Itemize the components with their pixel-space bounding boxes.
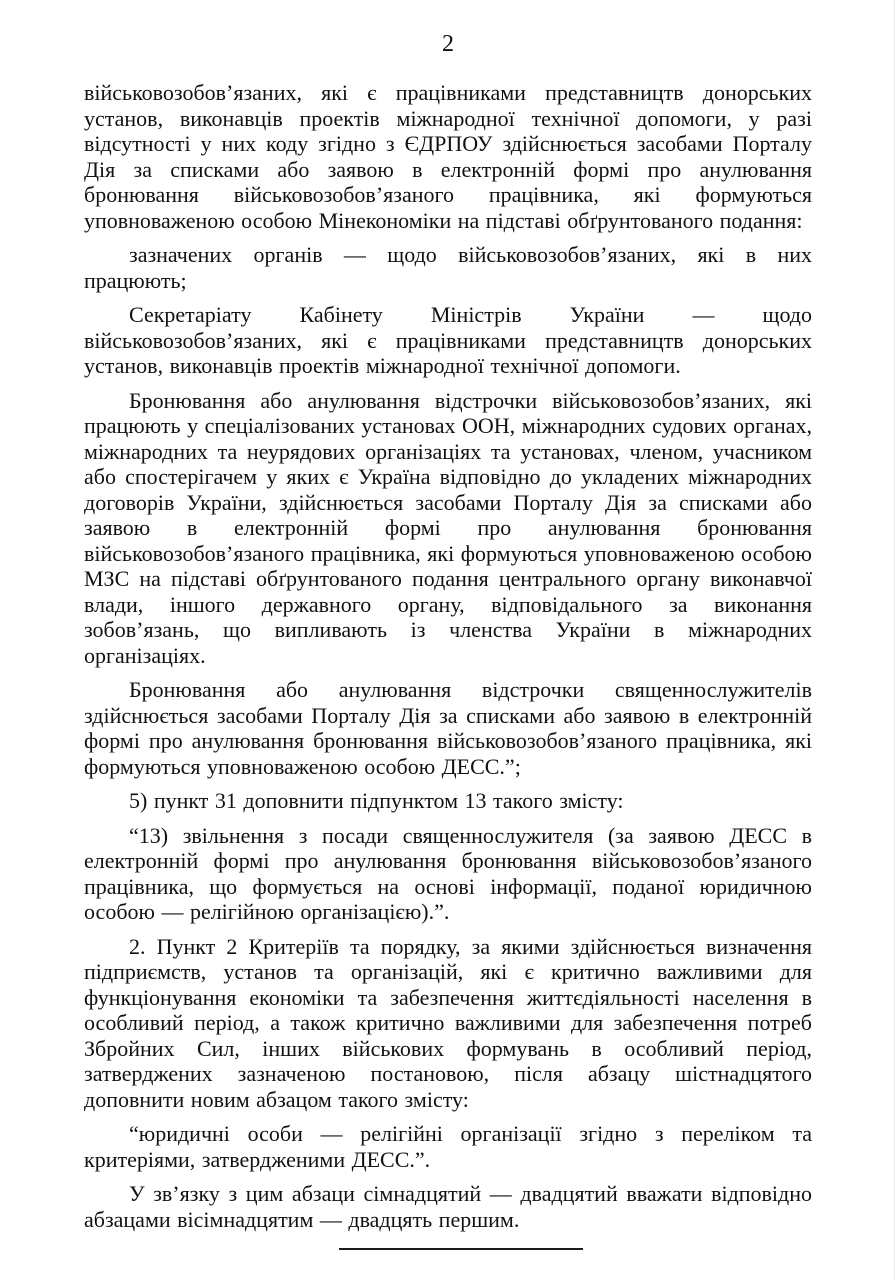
paragraph: “13) звільнення з посади священнослужителя (за заявою ДЕСС в електронній формі про анулювання бронювання військовозобов’язаного працівника, що формується на основі інформації, поданої юридичною особою — релігійною організацією).”. xyxy=(84,822,812,924)
page-number: 2 xyxy=(442,31,454,57)
paragraph: Секретаріату Кабінету Міністрів України — щодо військовозобов’язаних, які є працівниками представництв донорських установ, виконавців проектів міжнародної технічної допомоги. xyxy=(84,302,812,378)
paragraph: Бронювання або анулювання відстрочки священнослужителів здійснюється засобами Порталу Дія за списками або заявою в електронній формі про анулювання бронювання військовозобов’язаного працівника, які формуються уповноваженою особою ДЕСС.”; xyxy=(84,677,812,779)
paragraph: зазначених органів — щодо військовозобов’язаних, які в них працюють; xyxy=(84,242,812,293)
document-body xyxy=(84,80,812,1232)
paragraph: військовозобов’язаних, які є працівниками представництв донорських установ, виконавців проектів міжнародної технічної допомоги, у разі відсутності у них коду згідно з ЄДРПОУ здійснюється засобами Порталу Дія за списками або заявою в електронній формі про анулювання бронювання військовозобов’язаного працівника, які формуються уповноваженою особою Мінекономіки на підставі обґрунтованого подання: xyxy=(84,80,812,233)
end-separator-line xyxy=(339,1248,583,1250)
paragraph: “юридичні особи — релігійні організації згідно з переліком та критеріями, затвердженими ДЕСС.”. xyxy=(84,1121,812,1172)
paragraph: Бронювання або анулювання відстрочки військовозобов’язаних, які працюють у спеціалізованих установах ООН, міжнародних судових органах, міжнародних та неурядових організаціях та установах, членом, учасником або спостерігачем у яких є Україна відповідно до укладених міжнародних договорів України, здійснюється засобами Порталу Дія за списками або заявою в електронній формі про анулювання бронювання військовозобов’язаного працівника, які формуються уповноваженою особою МЗС на підставі обґрунтованого подання центрального органу виконавчої влади, іншого державного органу, відповідального за виконання зобов’язань, що випливають із членства України в міжнародних організаціях. xyxy=(84,387,812,668)
paragraph: 5) пункт 31 доповнити підпунктом 13 такого змісту: xyxy=(129,788,624,813)
paragraph: У зв’язку з цим абзаци сімнадцятий — двадцятий вважати відповідно абзацами вісімнадцятим — двадцять першим. xyxy=(84,1181,812,1232)
paragraph: 2. Пункт 2 Критеріїв та порядку, за якими здійснюється визначення підприємств, установ та організацій, які є критично важливими для функціонування економіки та забезпечення життєдіяльності населення в особливий період, а також критично важливими для забезпечення потреб Збройних Сил, інших військових формувань в особливий період, затверджених зазначеною постановою, після абзацу шістнадцятого доповнити новим абзацом такого змісту: xyxy=(84,933,812,1112)
